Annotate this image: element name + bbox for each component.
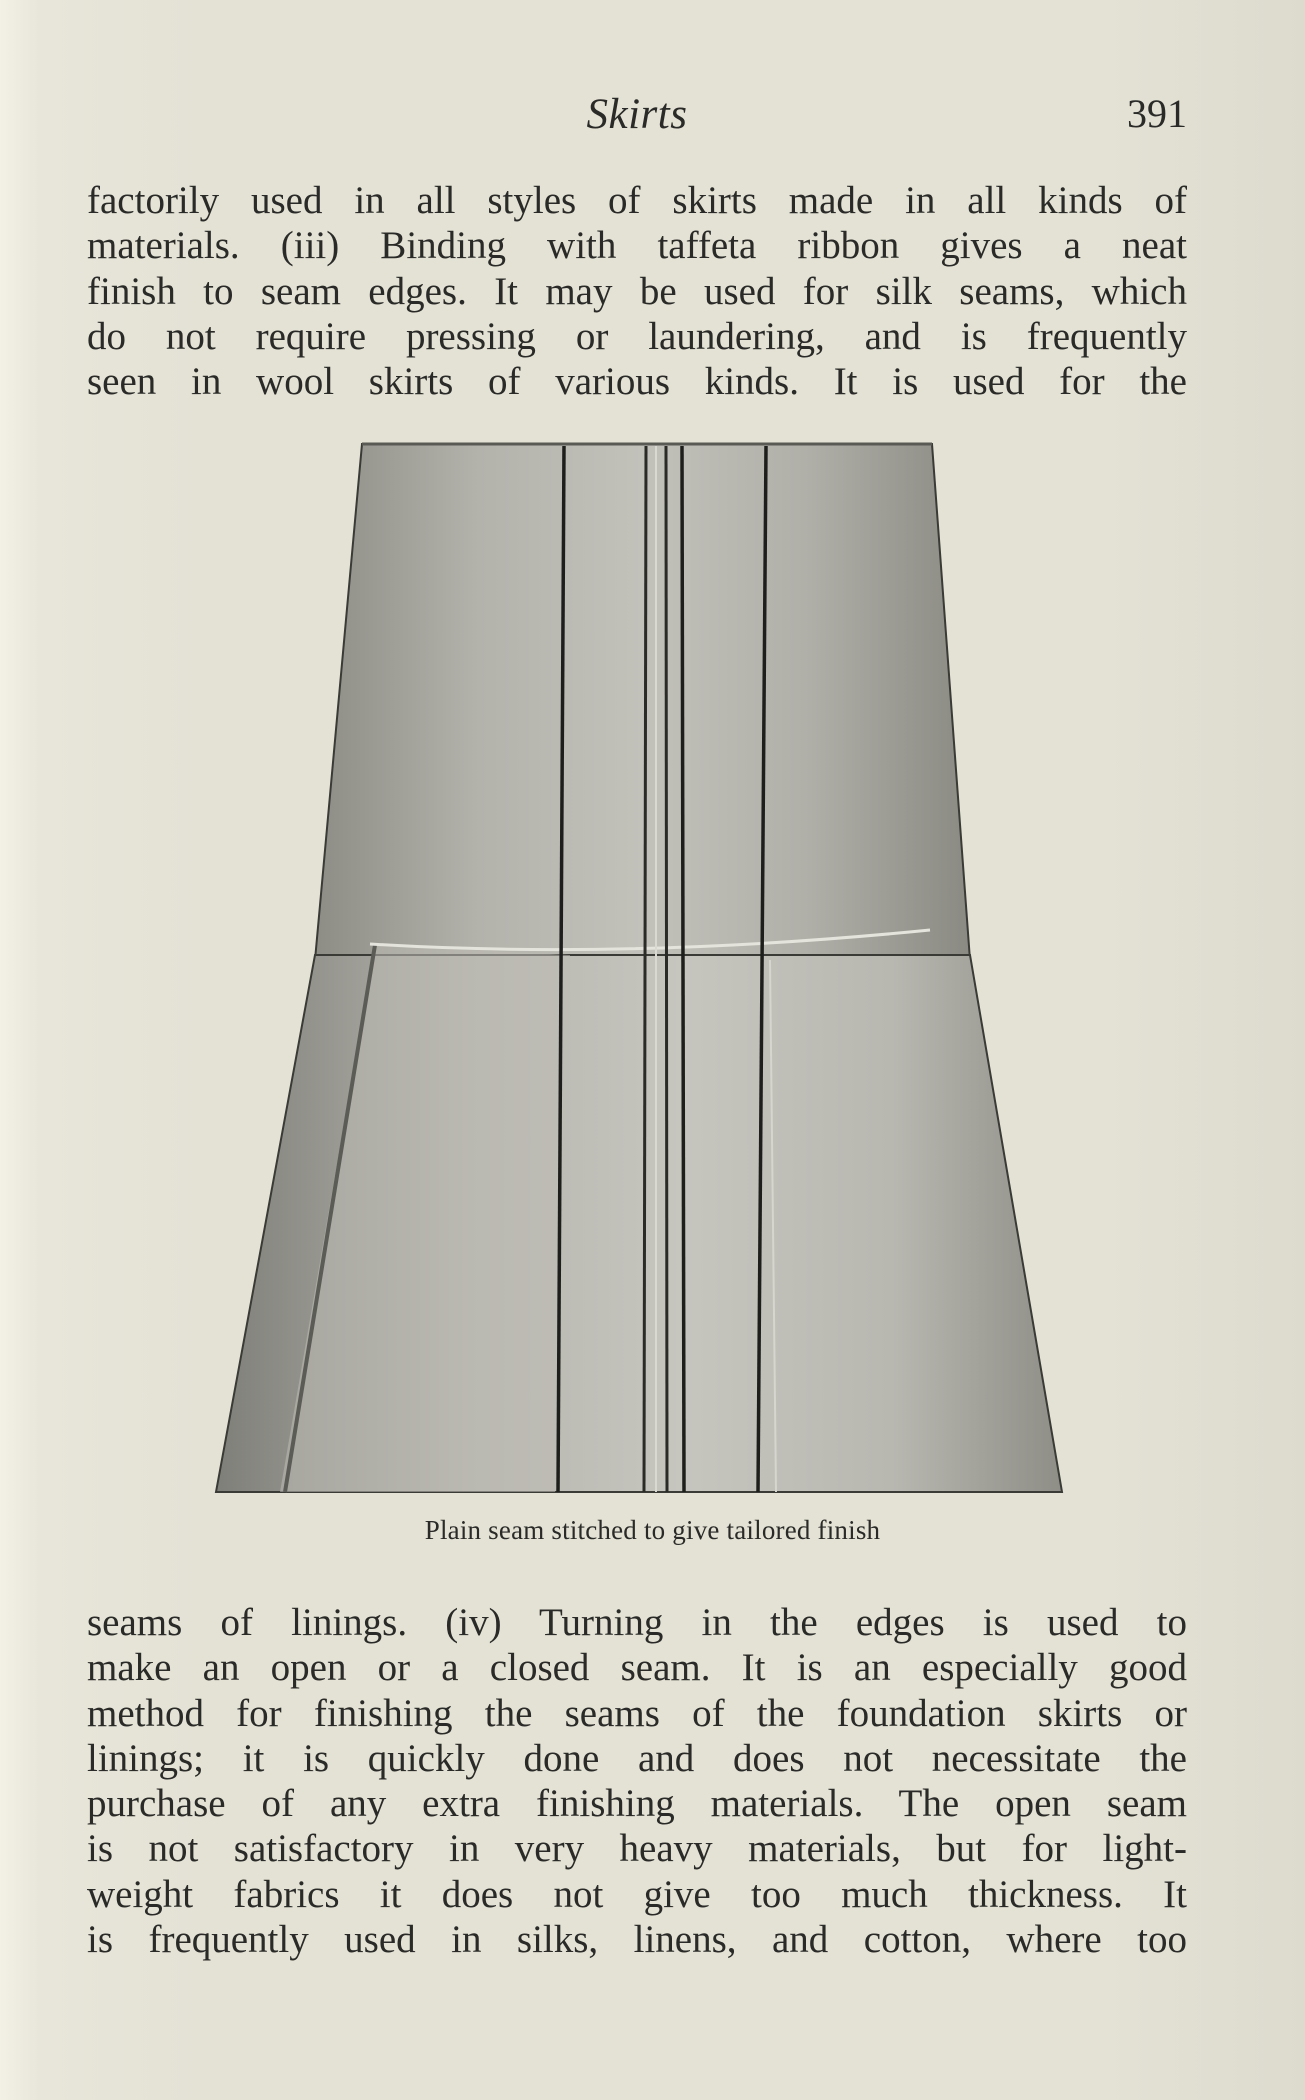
seam-photograph: [210, 440, 1070, 1498]
text-line: is not satisfactory in very heavy materials, but for light-: [87, 1827, 1187, 1871]
text-line: make an open or a closed seam. It is an especially good: [87, 1646, 1187, 1690]
text-line: is frequently used in silks, linens, and cotton, where too: [87, 1918, 1187, 1962]
figure-caption: Plain seam stitched to give tailored finish: [424, 1515, 881, 1545]
text-line: purchase of any extra finishing materials. The open seam: [87, 1782, 1187, 1826]
text-line: weight fabrics it does not give too much thickness. It: [87, 1872, 1187, 1916]
page-header: [87, 90, 1187, 150]
text-line: finish to seam edges. It may be used for silk seams, which: [87, 269, 1187, 313]
text-line: seen in wool skirts of various kinds. It is used for the: [87, 360, 1187, 404]
paragraph-top: [87, 178, 1187, 404]
page-number: 391: [1127, 91, 1187, 136]
paragraph-bottom: [87, 1600, 1187, 1962]
skirt-seam-illustration: [210, 440, 1070, 1498]
text-line: materials. (iii) Binding with taffeta ribbon gives a neat: [87, 224, 1187, 268]
running-head: Skirts: [586, 91, 688, 138]
text-line: do not require pressing or laundering, and is frequently: [87, 314, 1187, 358]
text-line: linings; it is quickly done and does not necessitate the: [87, 1736, 1187, 1780]
text-line: factorily used in all styles of skirts made in all kinds of: [87, 179, 1187, 222]
text-line: seams of linings. (iv) Turning in the edges is used to: [87, 1601, 1187, 1644]
text-line: method for finishing the seams of the foundation skirts or: [87, 1691, 1187, 1735]
